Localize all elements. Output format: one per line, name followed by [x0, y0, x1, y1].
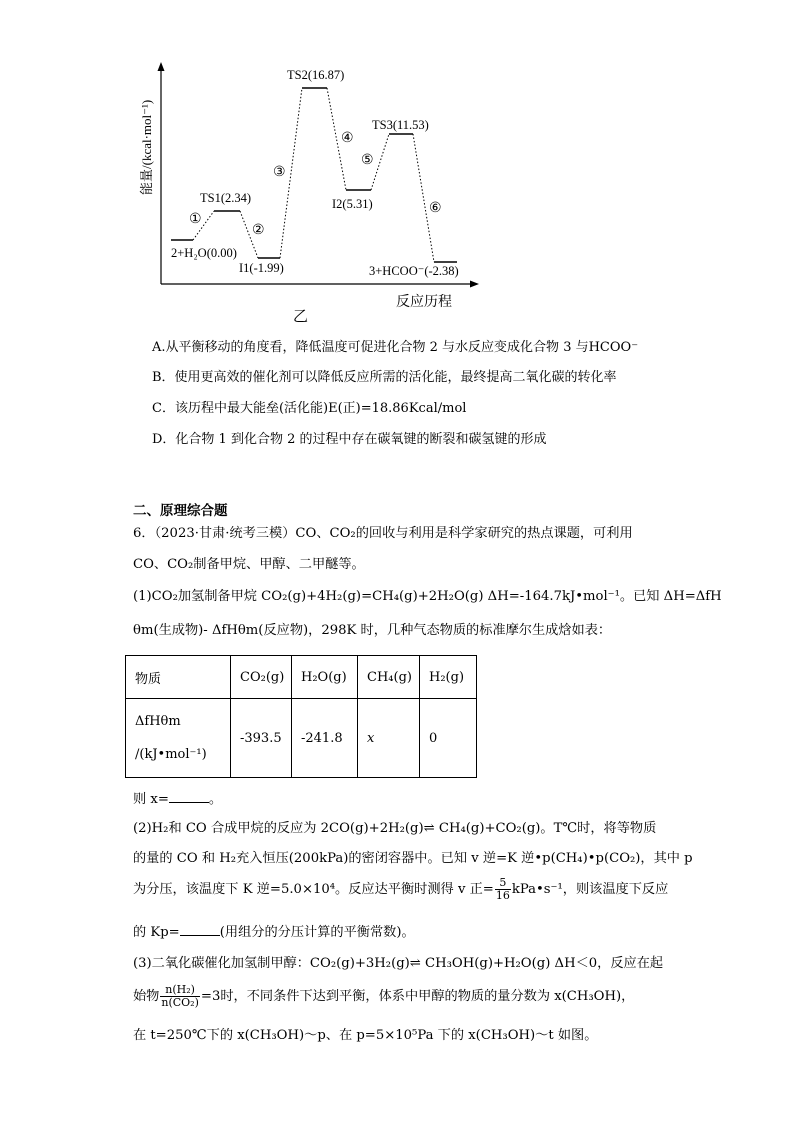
- step-marker-1: ①: [189, 212, 202, 227]
- part2-line-2: 的量的 CO 和 H₂充入恒压(200kPa)的密闭容器中。已知 v 逆=K 逆•p(CH₄)•p(CO₂)，其中 p: [133, 851, 693, 866]
- option-d: D．化合物 1 到化合物 2 的过程中存在碳氧键的断裂和碳氢键的形成: [152, 432, 547, 447]
- part1-answer-line: [133, 789, 773, 809]
- diagram-caption: 乙: [293, 309, 309, 325]
- part2-line-4-text-a: 的 Kp=: [133, 925, 180, 940]
- row-label-symbol: ΔfHθm: [135, 714, 181, 729]
- option-c: C．该历程中最大能垒(活化能)E(正)=18.86Kcal/mol: [152, 401, 467, 416]
- question-intro-line-1: 6．（2023·甘肃·统考三模）CO、CO₂的回收与利用是科学家研究的热点课题，可利用: [133, 526, 633, 541]
- fraction-denominator: 16: [495, 889, 510, 902]
- part3-line-3: 在 t=250℃下的 x(CH₃OH)～p、在 p=5×10⁵Pa 下的 x(CH₃OH)～t 如图。: [133, 1028, 598, 1043]
- rate-fraction: [495, 877, 511, 902]
- fraction-denominator: n(CO₂): [161, 996, 199, 1009]
- label-end: 3+HCOO⁻(-2.38): [369, 264, 459, 278]
- table-header-cell: H₂O(g): [292, 656, 358, 699]
- part2-line-3: [133, 875, 773, 905]
- part2-line-1: (2)H₂和 CO 合成甲烷的反应为 2CO(g)+2H₂(g)⇌ CH₄(g)+CO₂(g)。T℃时，将等物质: [133, 821, 657, 836]
- part3-line-2-text-b: =3时，不同条件下达到平衡，体系中甲醇的物质的量分数为 x(CH₃OH)，: [200, 989, 635, 1004]
- table-header-cell: 物质: [126, 656, 231, 699]
- step-marker-3: ③: [273, 165, 286, 180]
- label-start: 2+H₂O(0.00): [171, 246, 237, 260]
- x-axis-label: 反应历程: [396, 295, 452, 310]
- table-cell: x: [358, 699, 420, 778]
- step-marker-6: ⑥: [429, 201, 442, 216]
- table-cell: -241.8: [292, 699, 358, 778]
- ratio-fraction: [160, 984, 200, 1009]
- answer-prefix: 则 x=: [133, 792, 169, 807]
- part3-line-2: [133, 980, 773, 1014]
- table-header-cell: CH₄(g): [358, 656, 420, 699]
- part3-line-1: (3)二氧化碳催化加氢制甲醇：CO₂(g)+3H₂(g)⇌ CH₃OH(g)+H₂O(g) ΔH＜0，反应在起: [133, 956, 664, 971]
- label-i1: I1(-1.99): [239, 261, 284, 275]
- fraction-numerator: n(H₂): [160, 984, 200, 997]
- fraction-numerator: 5: [495, 877, 511, 890]
- table-row-label: [126, 699, 231, 778]
- y-axis-arrow: [158, 62, 165, 71]
- row-label-unit: /(kJ•mol⁻¹): [135, 747, 207, 762]
- part1-line-2: θm(生成物)- ΔfHθm(反应物)，298K 时，几种气态物质的标准摩尔生成焓如表：: [133, 623, 612, 638]
- answer-blank[interactable]: [169, 789, 209, 803]
- option-b: B．使用更高效的催化剂可以降低反应所需的活化能，最终提高二氧化碳的转化率: [152, 370, 617, 385]
- part2-line-3-text-b: kPa•s⁻¹，则该温度下反应: [511, 882, 669, 897]
- part2-line-4-text-b: (用组分的分压计算的平衡常数)。: [219, 925, 415, 940]
- label-ts3: TS3(11.53): [372, 118, 429, 132]
- table-cell: -393.5: [231, 699, 292, 778]
- option-a: A.从平衡移动的角度看，降低温度可促进化合物 2 与水反应变成化合物 3 与HCOO⁻: [152, 340, 639, 355]
- table-header-cell: CO₂(g): [231, 656, 292, 699]
- label-ts2: TS2(16.87): [287, 68, 345, 82]
- step-marker-4: ④: [341, 131, 354, 146]
- part3-line-2-text-a: 始物: [133, 989, 160, 1004]
- y-axis-label: 能量/(kcal·mol⁻¹): [139, 99, 154, 195]
- question-intro-line-2: CO、CO₂制备甲烷、甲醇、二甲醚等。: [133, 557, 365, 572]
- table-cell: 0: [420, 699, 477, 778]
- formation-enthalpy-table: [125, 655, 477, 778]
- table-row: [126, 699, 477, 778]
- reaction-path-connectors: [193, 88, 434, 262]
- x-axis-arrow: [470, 281, 479, 288]
- table-header-row: [126, 656, 477, 699]
- section-title: 二、原理综合题: [133, 503, 228, 519]
- part1-line-1: (1)CO₂加氢制备甲烷 CO₂(g)+4H₂(g)=CH₄(g)+2H₂O(g) ΔH=-164.7kJ•mol⁻¹。已知 ΔH=ΔfH: [133, 589, 722, 604]
- step-marker-2: ②: [252, 223, 265, 238]
- part2-line-4: [133, 922, 773, 942]
- energy-profile-diagram: [0, 0, 794, 330]
- kp-answer-blank[interactable]: [180, 922, 220, 936]
- step-marker-5: ⑤: [361, 153, 374, 168]
- part2-line-3-text-a: 为分压，该温度下 K 逆=5.0×10⁴。反应达平衡时测得 v 正=: [133, 882, 494, 897]
- answer-suffix: 。: [208, 792, 223, 807]
- label-ts1: TS1(2.34): [200, 191, 252, 205]
- label-i2: I2(5.31): [332, 197, 373, 211]
- table-header-cell: H₂(g): [420, 656, 477, 699]
